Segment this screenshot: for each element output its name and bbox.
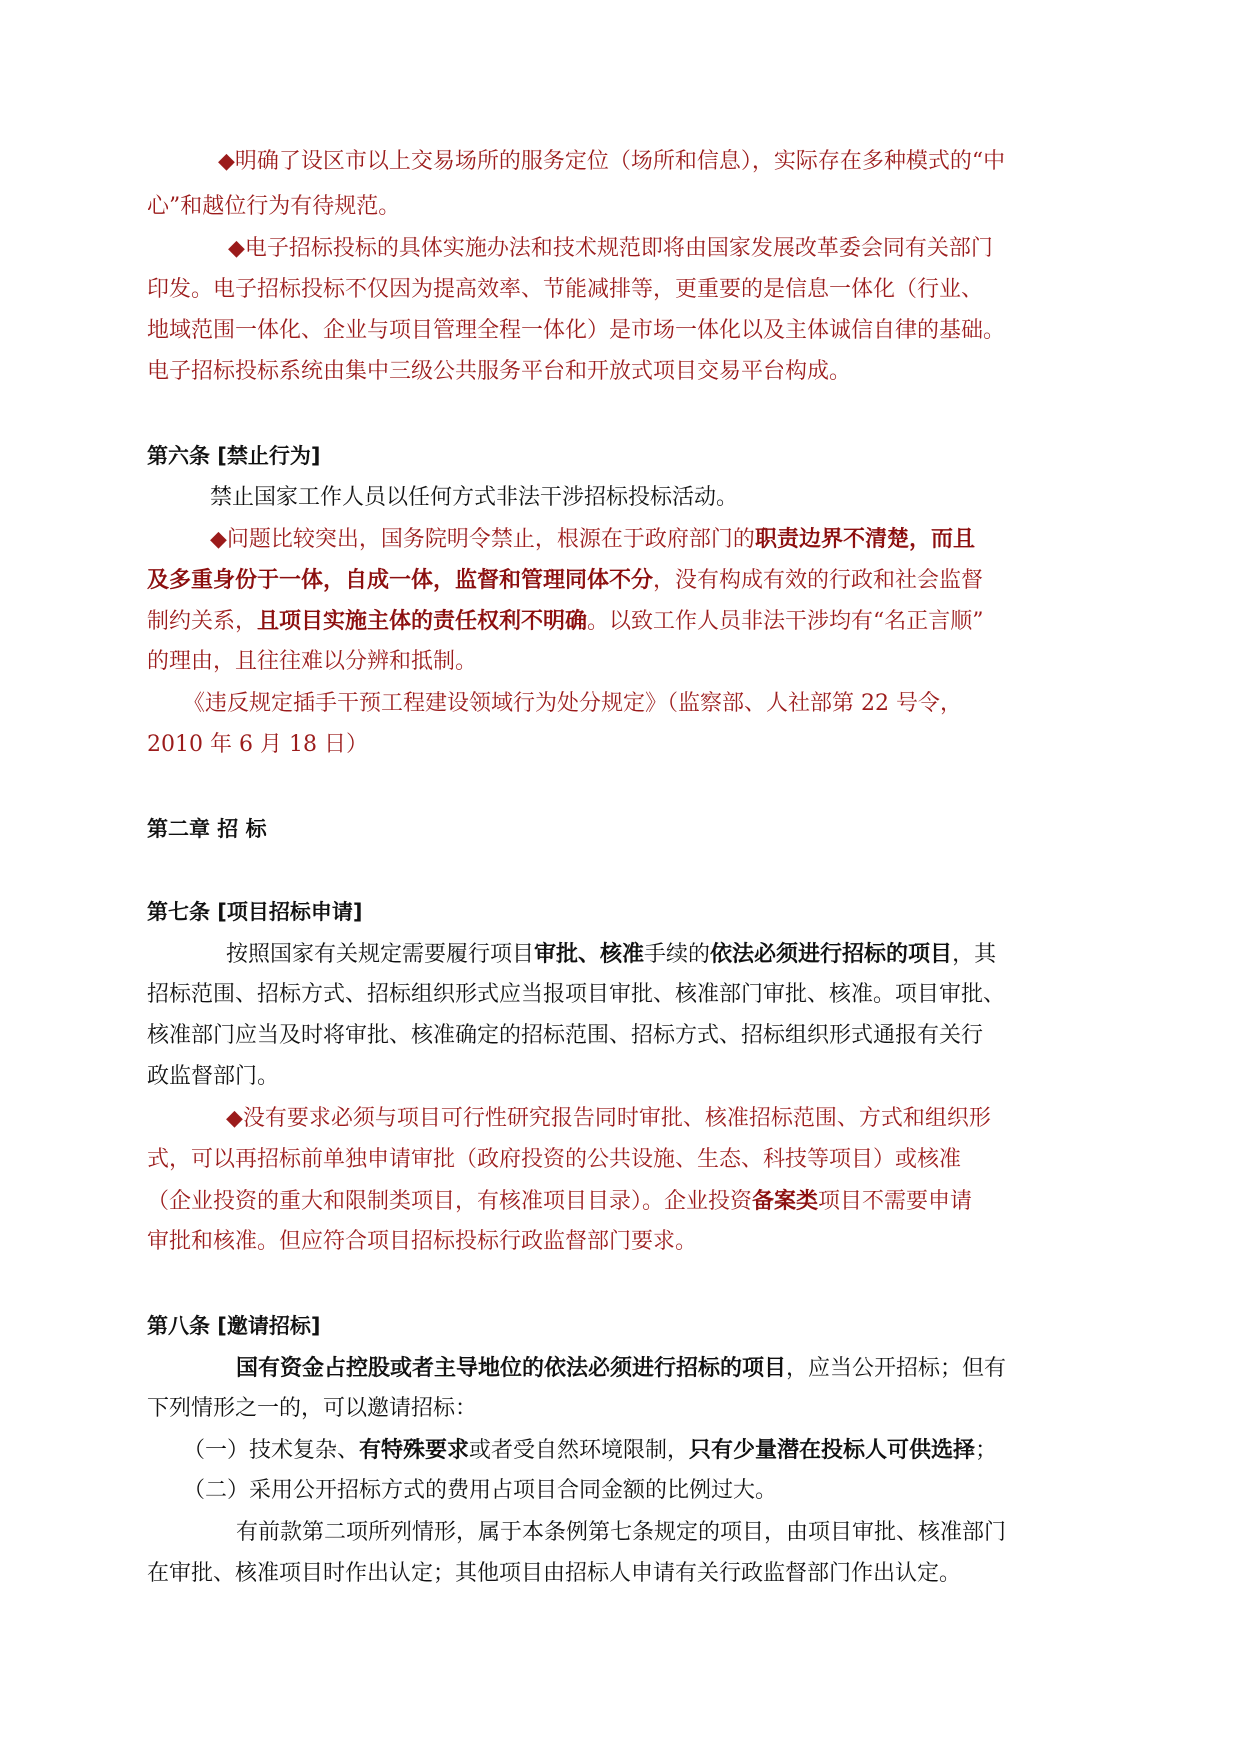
chapter-heading: 第二章 招 标 bbox=[147, 817, 267, 841]
note-line: ◆问题比较突出，国务院明令禁止，根源在于政府部门的职责边界不清楚，而且 bbox=[210, 526, 975, 552]
note-line: 式，可以再招标前单独申请审批（政府投资的公共设施、生态、科技等项目）或核准 bbox=[147, 1147, 962, 1172]
reference-line: 2010 年 6 月 18 日） bbox=[147, 732, 368, 757]
diamond-bullet-icon: ◆ bbox=[226, 1106, 243, 1131]
article-text: 有前款第二项所列情形，属于本条例第七条规定的项目，由项目审批、核准部门 bbox=[236, 1520, 1007, 1545]
reference-line: 《违反规定插手干预工程建设领域行为处分规定》（监察部、人社部第 22 号令， bbox=[183, 691, 962, 716]
note-line: ◆明确了设区市以上交易场所的服务定位（场所和信息），实际存在多种模式的“中 bbox=[218, 149, 1006, 174]
article-text: 在审批、核准项目时作出认定；其他项目由招标人申请有关行政监督部门作出认定。 bbox=[147, 1561, 962, 1586]
note-line: 印发。电子招标投标不仅因为提高效率、节能减排等，更重要的是信息一体化（行业、 bbox=[147, 277, 984, 302]
article-heading: 第七条 [项目招标申请] bbox=[147, 900, 363, 924]
note-line: 制约关系，且项目实施主体的责任权利不明确。以致工作人员非法干涉均有“名正言顺” bbox=[147, 608, 984, 634]
article-text: 下列情形之一的，可以邀请招标： bbox=[147, 1396, 478, 1421]
article-text: 按照国家有关规定需要履行项目审批、核准手续的依法必须进行招标的项目，其 bbox=[226, 941, 997, 967]
note-line: （企业投资的重大和限制类项目，有核准项目目录）。企业投资备案类项目不需要申请 bbox=[147, 1188, 973, 1214]
note-line: 心”和越位行为有待规范。 bbox=[147, 194, 401, 219]
list-item: （一）技术复杂、有特殊要求或者受自然环境限制，只有少量潜在投标人可供选择； bbox=[183, 1437, 998, 1463]
note-line: 电子招标投标系统由集中三级公共服务平台和开放式项目交易平台构成。 bbox=[147, 359, 852, 384]
note-line: 的理由，且往往难以分辨和抵制。 bbox=[147, 649, 478, 674]
diamond-bullet-icon: ◆ bbox=[218, 149, 235, 174]
note-line: ◆电子招标投标的具体实施办法和技术规范即将由国家发展改革委会同有关部门 bbox=[228, 236, 993, 261]
diamond-bullet-icon: ◆ bbox=[210, 527, 227, 552]
note-line: ◆没有要求必须与项目可行性研究报告同时审批、核准招标范围、方式和组织形 bbox=[226, 1106, 991, 1131]
article-heading: 第八条 [邀请招标] bbox=[147, 1314, 321, 1338]
article-text: 国有资金占控股或者主导地位的依法必须进行招标的项目，应当公开招标；但有 bbox=[236, 1355, 1007, 1381]
diamond-bullet-icon: ◆ bbox=[228, 236, 245, 261]
article-text: 政监督部门。 bbox=[147, 1064, 280, 1089]
article-text: 核准部门应当及时将审批、核准确定的招标范围、招标方式、招标组织形式通报有关行 bbox=[147, 1023, 984, 1048]
note-line: 地域范围一体化、企业与项目管理全程一体化）是市场一体化以及主体诚信自律的基础。 bbox=[147, 318, 1006, 343]
list-item: （二）采用公开招标方式的费用占项目合同金额的比例过大。 bbox=[183, 1478, 778, 1503]
note-line: 及多重身份于一体，自成一体，监督和管理同体不分，没有构成有效的行政和社会监督 bbox=[147, 567, 984, 593]
article-heading: 第六条 [禁止行为] bbox=[147, 444, 321, 468]
article-text: 招标范围、招标方式、招标组织形式应当报项目审批、核准部门审批、核准。项目审批、 bbox=[147, 982, 1006, 1007]
note-line: 审批和核准。但应符合项目招标投标行政监督部门要求。 bbox=[147, 1229, 698, 1254]
article-text: 禁止国家工作人员以任何方式非法干涉招标投标活动。 bbox=[210, 485, 739, 510]
